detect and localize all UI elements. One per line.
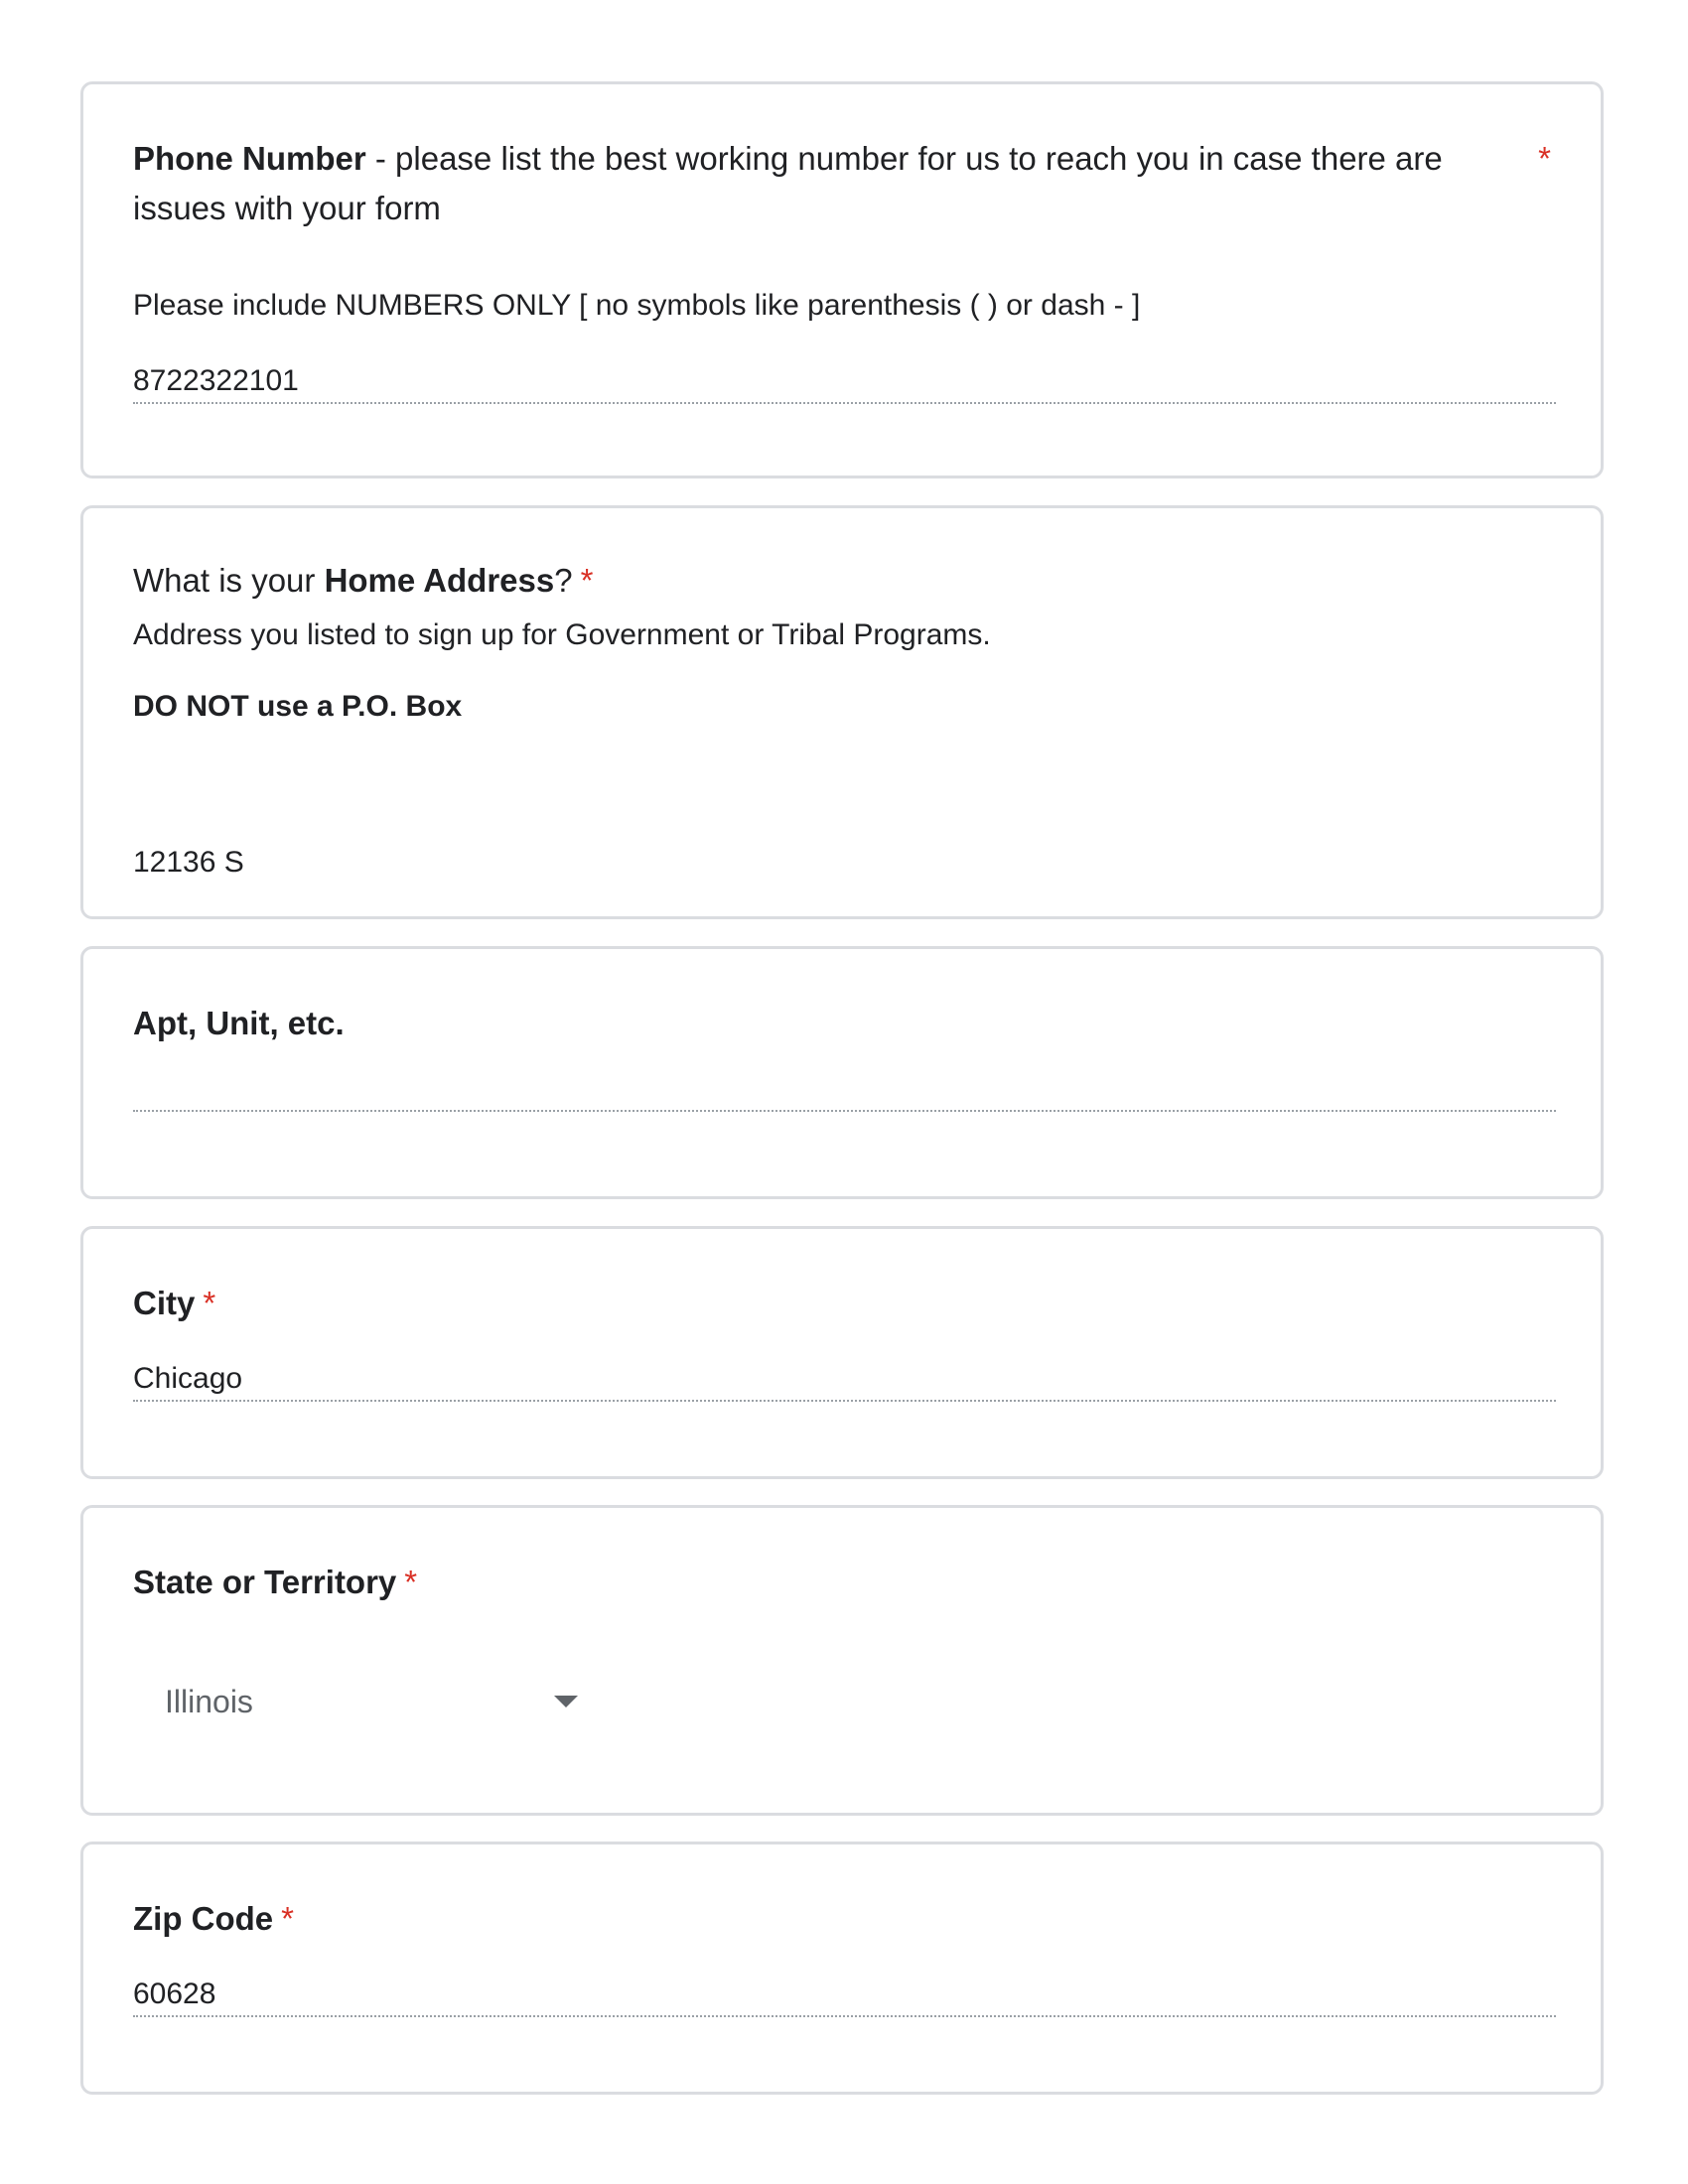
city-title [133, 1279, 215, 1328]
home-address-note: DO NOT use a P.O. Box [133, 690, 463, 723]
home-address-title [133, 556, 593, 606]
phone-number-question [80, 81, 1604, 478]
chevron-down-icon [554, 1696, 578, 1707]
home-address-line-1: 12136 S [133, 846, 244, 879]
phone-number-title-bold: Phone Number [133, 140, 366, 177]
phone-number-description: Please include NUMBERS ONLY [ no symbols like parenthesis ( ) or dash - ] [133, 289, 1141, 322]
required-asterisk: * [1538, 140, 1551, 177]
phone-number-title [133, 134, 1503, 233]
zip-code-title-bold: Zip Code [133, 1900, 274, 1937]
apt-unit-question [80, 946, 1604, 1199]
home-address-description: Address you listed to sign up for Government or Tribal Programs. [133, 618, 991, 651]
zip-code-title [133, 1894, 294, 1944]
home-address-question [80, 505, 1604, 919]
zip-code-input[interactable]: 60628 [133, 1974, 1556, 2017]
home-address-title-pre: What is your [133, 562, 325, 599]
apt-unit-title-bold: Apt, Unit, etc. [133, 1005, 345, 1041]
city-title-bold: City [133, 1285, 196, 1321]
city-question [80, 1226, 1604, 1479]
apt-unit-title [133, 999, 345, 1048]
home-address-title-bold: Home Address [324, 562, 555, 599]
zip-code-question [80, 1842, 1604, 2095]
required-asterisk: * [281, 1900, 294, 1937]
phone-number-input[interactable]: 8722322101 [133, 360, 1556, 404]
state-question [80, 1505, 1604, 1816]
required-asterisk: * [404, 1564, 418, 1600]
state-title [133, 1558, 417, 1607]
state-title-bold: State or Territory [133, 1564, 397, 1600]
required-asterisk: * [580, 562, 594, 599]
required-asterisk: * [203, 1285, 216, 1321]
phone-number-title-rest: - please list the best working number for us to reach you in case there are issues with your form [133, 140, 1443, 226]
city-input[interactable]: Chicago [133, 1358, 1556, 1402]
state-dropdown[interactable] [165, 1672, 582, 1731]
home-address-title-post: ? [554, 562, 573, 599]
apt-unit-input[interactable] [133, 1070, 1556, 1112]
state-dropdown-value: Illinois [165, 1683, 253, 1719]
